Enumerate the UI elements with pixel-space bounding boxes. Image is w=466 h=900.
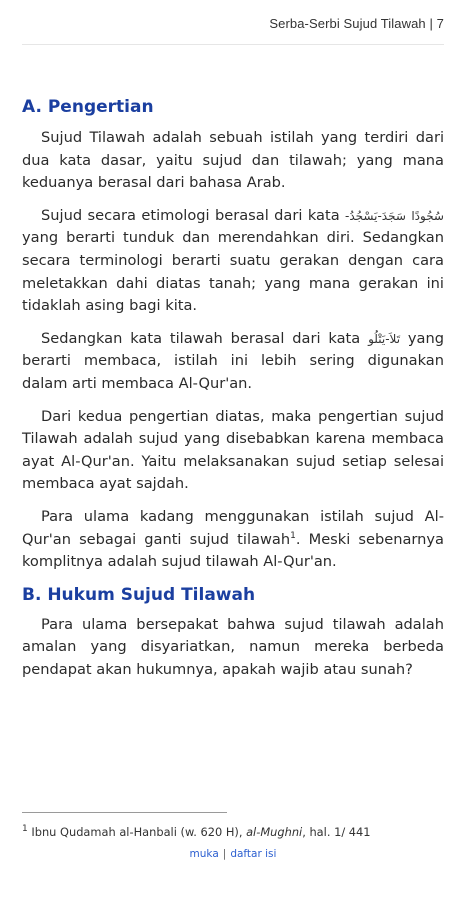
- nav-separator: |: [222, 848, 227, 860]
- header-divider: [22, 44, 444, 45]
- paragraph-5: [22, 506, 444, 574]
- table-of-contents-link[interactable]: daftar isi: [230, 848, 277, 860]
- footnote: [22, 825, 444, 839]
- footnote-text-a: Ibnu Qudamah al-Hanbali (w. 620 H),: [27, 825, 247, 839]
- home-link[interactable]: muka: [189, 848, 219, 860]
- paragraph-1: Sujud Tilawah adalah sebuah istilah yang terdiri dari dua kata dasar, yaitu sujud dan tilawah; yang mana keduanya berasal dari bahasa Arab.: [22, 129, 444, 192]
- arabic-term-tala: تَلاَ-يَتْلُو: [368, 331, 401, 346]
- section-b-heading: B. Hukum Sujud Tilawah: [22, 584, 256, 605]
- arabic-term-sujudan: سُجُودًا: [411, 208, 444, 223]
- paragraph-3-text-a: Sedangkan kata tilawah berasal dari kata: [41, 329, 361, 347]
- paragraph-2-text-b: yang berarti tunduk dan merendahkan diri. Sedangkan secara terminologi berarti suatu gerakan dengan cara meletakkan dahi diatas tanah; yang mana gerakan ini tidaklah asing bagi kita.: [22, 229, 444, 315]
- running-header: Serba-Serbi Sujud Tilawah | 7: [269, 16, 444, 31]
- footnote-reference[interactable]: 1: [290, 530, 296, 541]
- paragraph-5-text-b: . Meski sebenarnya komplitnya adalah sujud tilawah Al-Qur'an.: [22, 530, 445, 571]
- paragraph-2-text-a: Sujud secara etimologi berasal dari kata: [41, 206, 340, 224]
- paragraph-3-text-b: yang berarti membaca, istilah ini lebih sering digunakan dalam arti membaca Al-Qur'an.: [22, 329, 445, 392]
- arabic-term-sajada: سَجَدَ-يَسْجُدُ-: [345, 208, 406, 223]
- footnote-book-title: al-Mughni: [246, 825, 303, 839]
- paragraph-5-text-a: Para ulama kadang menggunakan istilah sujud Al-Qur'an sebagai ganti sujud tilawah: [22, 507, 444, 548]
- paragraph-6: Para ulama bersepakat bahwa sujud tilawah adalah amalan yang disyariatkan, namun mereka berbeda pendapat akan hukumnya, apakah wajib atau sunah?: [22, 615, 444, 678]
- paragraph-2: [22, 205, 444, 318]
- footnote-divider: [22, 812, 227, 813]
- section-a-heading: A. Pengertian: [22, 97, 154, 117]
- footnote-text-b: , hal. 1/ 441: [302, 825, 371, 839]
- section-pengertian: [22, 94, 444, 574]
- footnote-number: 1: [22, 824, 28, 835]
- section-hukum: [22, 582, 444, 682]
- page-navigation: [0, 848, 466, 860]
- page-content: [22, 94, 444, 681]
- paragraph-4: Dari kedua pengertian diatas, maka pengertian sujud Tilawah adalah sujud yang disebabkan karena membaca ayat Al-Qur'an. Yaitu melaksanakan sujud setiap selesai membaca ayat sajdah.: [22, 407, 444, 493]
- paragraph-3: [22, 328, 444, 396]
